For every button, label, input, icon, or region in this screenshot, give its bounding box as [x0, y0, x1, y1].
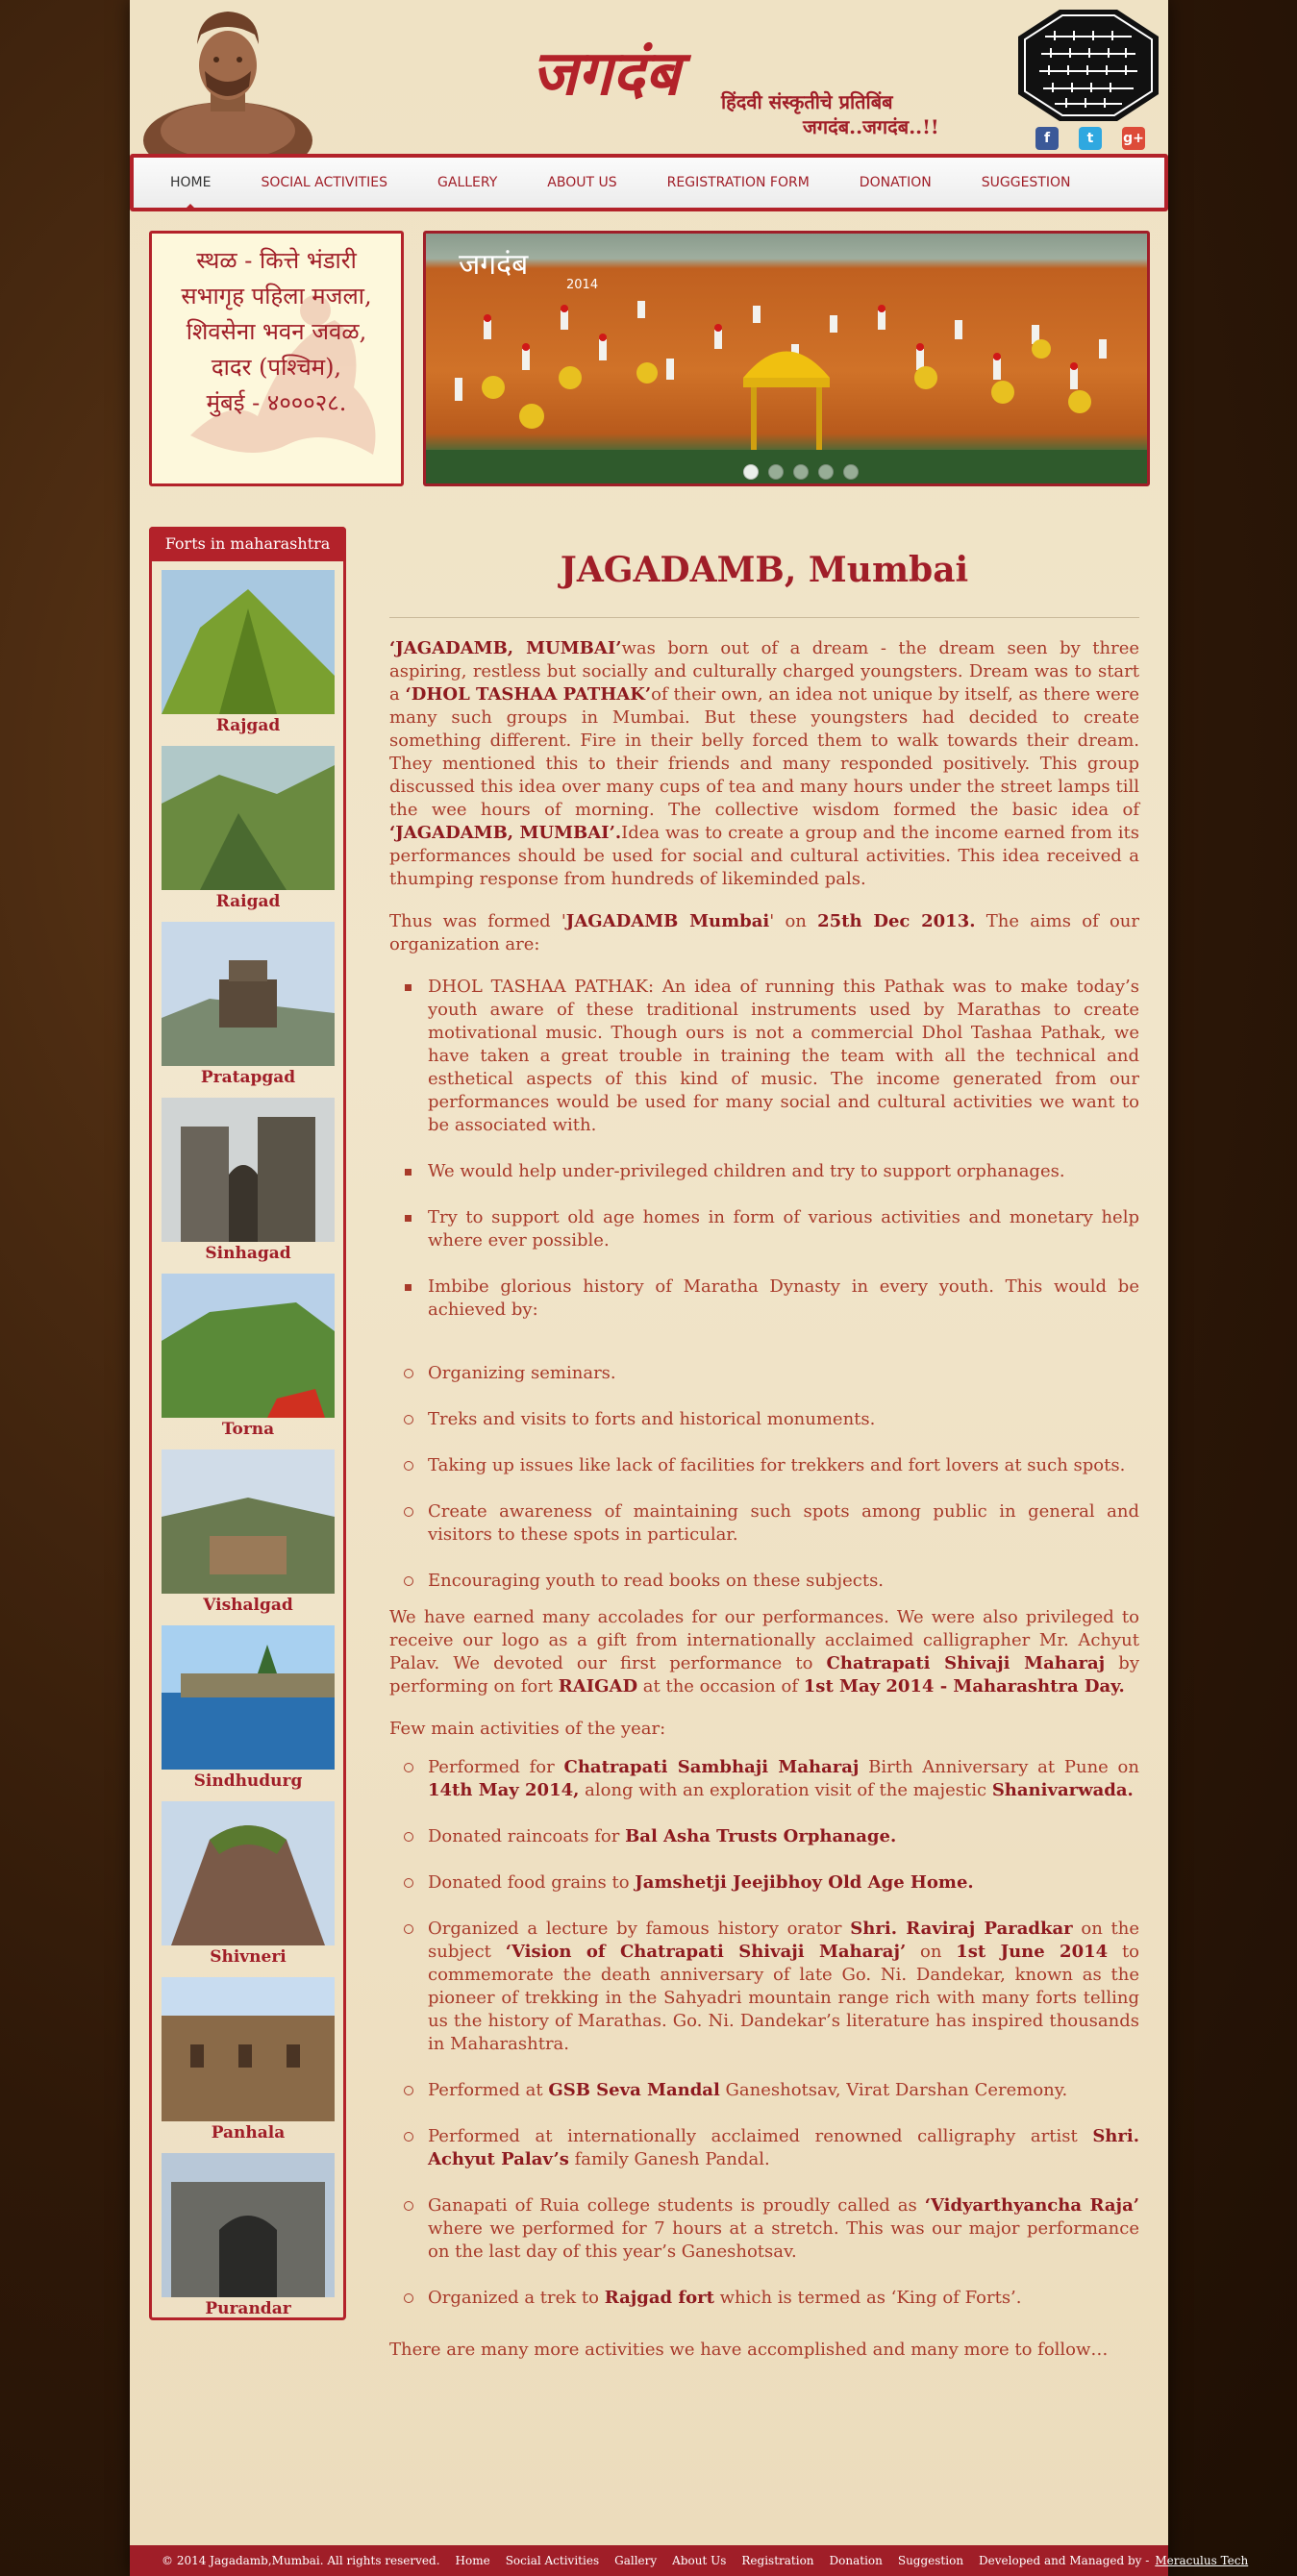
- slider-dot[interactable]: [743, 464, 759, 480]
- fort-label-rajgad[interactable]: Rajgad: [215, 716, 281, 735]
- list-item: Donated food grains to Jamshetji Jeejibhoy Old Age Home.: [428, 1871, 1139, 1895]
- copyright-text: © 2014 Jagadamb,Mumbai. All rights reserved.: [162, 2554, 440, 2567]
- shivaji-statue-image: [141, 6, 314, 152]
- fort-image-purandar[interactable]: [162, 2153, 335, 2297]
- footer-link-suggestion[interactable]: Suggestion: [897, 2554, 964, 2567]
- nav-home[interactable]: HOME: [145, 158, 236, 208]
- page: [130, 0, 1249, 2576]
- title-divider: [389, 617, 1139, 618]
- developer-credit: Developed and Managed by -: [979, 2554, 1150, 2567]
- fort-image-shivneri[interactable]: [162, 1801, 335, 1945]
- developer-link[interactable]: Meraculus Tech: [1155, 2554, 1249, 2567]
- fort-image-torna[interactable]: [162, 1274, 335, 1418]
- aims-list: [389, 976, 1139, 1322]
- list-item: We would help under-privileged children and try to support orphanages.: [428, 1160, 1139, 1183]
- venue-address-box: [149, 231, 404, 486]
- activities-heading: Few main activities of the year:: [389, 1719, 666, 1739]
- slider-dot[interactable]: [843, 464, 859, 480]
- slider-pagination: [743, 464, 859, 480]
- jagadamb-logo[interactable]: जगदंब: [531, 37, 681, 110]
- nav-gallery[interactable]: GALLERY: [437, 175, 498, 190]
- nav-social-activities[interactable]: SOCIAL ACTIVITIES: [261, 175, 388, 190]
- tagline-line-1: हिंदवी संस्कृतीचे प्रतिबिंब: [721, 90, 893, 113]
- facebook-icon[interactable]: f: [1035, 127, 1059, 150]
- slider-caption-year: 2014: [566, 278, 599, 292]
- list-item: Try to support old age homes in form of various activities and monetary help where ever possible.: [428, 1207, 1139, 1251]
- history-means-list: [389, 1362, 1139, 1593]
- main-navigation: [130, 154, 1168, 211]
- intro-paragraph: ‘JAGADAMB, MUMBAI’was born out of a dream - the dream seen by three aspiring, restless but socially and culturally charged youngsters. Dream was to start a ‘DHOL TASHAA PATHAK’of their own, an idea not unique by itself, as there were many such groups in Mumbai. But these youngsters had decided to create something different. Fire in their belly forced them to walk towards their dream. They mentioned this to their friends and many responded positively. This group discussed this idea over many cups of tea and many hours under the street lamps till the wee hours of morning. The collective wisdom formed the basic idea of ‘JAGADAMB, MUMBAI’.Idea was to create a group and the income earned from its performances should be used for social and cultural activities. This idea received a thumping response from hundreds of likeminded pals.: [389, 638, 1140, 889]
- fort-label-sindhudurg[interactable]: Sindhudurg: [193, 1771, 303, 1791]
- fort-label-raigad[interactable]: Raigad: [215, 892, 281, 911]
- footer-link-social-activities[interactable]: Social Activities: [505, 2554, 600, 2567]
- list-item: Performed at GSB Seva Mandal Ganeshotsav, Virat Darshan Ceremony.: [428, 2079, 1139, 2102]
- fort-label-shivneri[interactable]: Shivneri: [210, 1947, 287, 1967]
- address-line-3: शिवसेना भवन जवळ,: [186, 318, 367, 345]
- list-item: Create awareness of maintaining such spots among public in general and visitors to these spots in particular.: [428, 1501, 1139, 1545]
- sidebar-title: Forts in maharashtra: [149, 527, 346, 561]
- list-item: Taking up issues like lack of facilities for trekkers and fort lovers at such spots.: [428, 1454, 1139, 1477]
- footer-link-gallery[interactable]: Gallery: [614, 2554, 658, 2567]
- slider-dot[interactable]: [818, 464, 834, 480]
- list-item: Encouraging youth to read books on these subjects.: [428, 1570, 1139, 1593]
- address-line-4: दादर (पश्चिम),: [211, 354, 342, 381]
- address-line-5: मुंबई - ४०००२८.: [206, 389, 347, 416]
- list-item: Performed at internationally acclaimed renowned calligraphy artist Shri. Achyut Palav’s family Ganesh Pandal.: [428, 2126, 1139, 2169]
- nav-about-us[interactable]: ABOUT US: [547, 175, 617, 190]
- nav-suggestion[interactable]: SUGGESTION: [981, 175, 1071, 190]
- list-item: Imbibe glorious history of Maratha Dynasty in every youth. This would be achieved by:: [428, 1276, 1139, 1320]
- footer-link-home[interactable]: Home: [455, 2554, 490, 2567]
- image-slider[interactable]: [423, 231, 1150, 486]
- fort-label-torna[interactable]: Torna: [221, 1420, 275, 1439]
- list-item: Organizing seminars.: [428, 1362, 1139, 1385]
- fort-label-panhala[interactable]: Panhala: [211, 2123, 286, 2143]
- activities-list: [389, 1756, 1139, 2310]
- footer-link-registration[interactable]: Registration: [741, 2554, 814, 2567]
- nav-registration-form[interactable]: REGISTRATION FORM: [666, 175, 810, 190]
- main-content: [389, 538, 1139, 2381]
- footer-link-about-us[interactable]: About Us: [672, 2554, 727, 2567]
- fort-image-raigad[interactable]: [162, 746, 335, 890]
- list-item: Organized a lecture by famous history orator Shri. Raviraj Paradkar on the subject ‘Vision of Chatrapati Shivaji Maharaj’ on 1st June 2014 to commemorate the death anniversary of late Go. Ni. Dandekar, known as the pioneer of trekking in the Sahyadri mountain range rich with many forts telling us the history of Marathas. Go. Ni. Dandekar’s literature has inspired thousands in Maharashtra.: [428, 1919, 1140, 2054]
- fort-label-vishalgad[interactable]: Vishalgad: [203, 1596, 293, 1615]
- site-footer: [130, 2545, 1249, 2576]
- list-item: Treks and visits to forts and historical monuments.: [428, 1408, 1139, 1431]
- list-item: Ganapati of Ruia college students is proudly called as ‘Vidyarthyancha Raja’ where we performed for 7 hours at a stretch. This was our major performance on the last day of this year’s Ganeshotsav.: [428, 2195, 1139, 2262]
- twitter-icon[interactable]: t: [1079, 127, 1102, 150]
- nav-donation[interactable]: DONATION: [859, 175, 932, 190]
- tagline-line-2: जगदंब..जगदंब..!!: [803, 115, 939, 138]
- fort-label-sinhagad[interactable]: Sinhagad: [205, 1244, 291, 1263]
- formed-paragraph: Thus was formed 'JAGADAMB Mumbai' on 25th Dec 2013. The aims of our organization are:: [389, 911, 1140, 954]
- slider-dot[interactable]: [768, 464, 784, 480]
- site-header: [130, 0, 1168, 154]
- list-item: Organized a trek to Rajgad fort which is termed as ‘King of Forts’.: [428, 2287, 1139, 2310]
- forts-sidebar: [149, 527, 346, 2320]
- fort-image-sinhagad[interactable]: [162, 1098, 335, 1242]
- fort-label-pratapgad[interactable]: Pratapgad: [200, 1068, 296, 1087]
- slider-caption-title: जगदंब: [459, 248, 529, 282]
- royal-seal-image: [1016, 8, 1160, 123]
- dhol-pathak-photo: [426, 234, 1147, 483]
- address-line-1: स्थळ - कित्ते भंडारी: [196, 247, 357, 274]
- fort-label-purandar[interactable]: Purandar: [205, 2299, 291, 2318]
- fort-image-rajgad[interactable]: [162, 570, 335, 714]
- google-plus-icon[interactable]: g+: [1122, 127, 1145, 150]
- slider-dot[interactable]: [793, 464, 809, 480]
- page-title: JAGADAMB, Mumbai: [560, 550, 969, 590]
- closing-paragraph: There are many more activities we have accomplished and many more to follow…: [389, 2340, 1109, 2360]
- address-line-2: सभागृह पहिला मजला,: [181, 283, 372, 310]
- accolades-paragraph: We have earned many accolades for our performances. We were also privileged to receive our logo as a gift from internationally acclaimed calligrapher Mr. Achyut Palav. We devoted our first performance to Chatrapati Shivaji Maharaj by performing on fort RAIGAD at the occasion of 1st May 2014 - Maharashtra Day.: [389, 1607, 1139, 1697]
- fort-image-pratapgad[interactable]: [162, 922, 335, 1066]
- footer-link-donation[interactable]: Donation: [829, 2554, 883, 2567]
- fort-image-sindhudurg[interactable]: [162, 1625, 335, 1770]
- list-item: Performed for Chatrapati Sambhaji Maharaj Birth Anniversary at Pune on 14th May 2014, along with an exploration visit of the majestic Shanivarwada.: [428, 1757, 1139, 1800]
- fort-image-vishalgad[interactable]: [162, 1449, 335, 1594]
- list-item: DHOL TASHAA PATHAK: An idea of running this Pathak was to make today’s youth aware of these traditional instruments used by Marathas to create motivational music. Though ours is not a commercial Dhol Tashaa Pathak, we have taken a great trouble in training the team with all the technical and esthetical aspects of this kind of music. The income generated from our performances would be used for many social and cultural activities we want to be associated with.: [428, 977, 1139, 1135]
- list-item: Donated raincoats for Bal Asha Trusts Orphanage.: [428, 1825, 1139, 1848]
- fort-image-panhala[interactable]: [162, 1977, 335, 2121]
